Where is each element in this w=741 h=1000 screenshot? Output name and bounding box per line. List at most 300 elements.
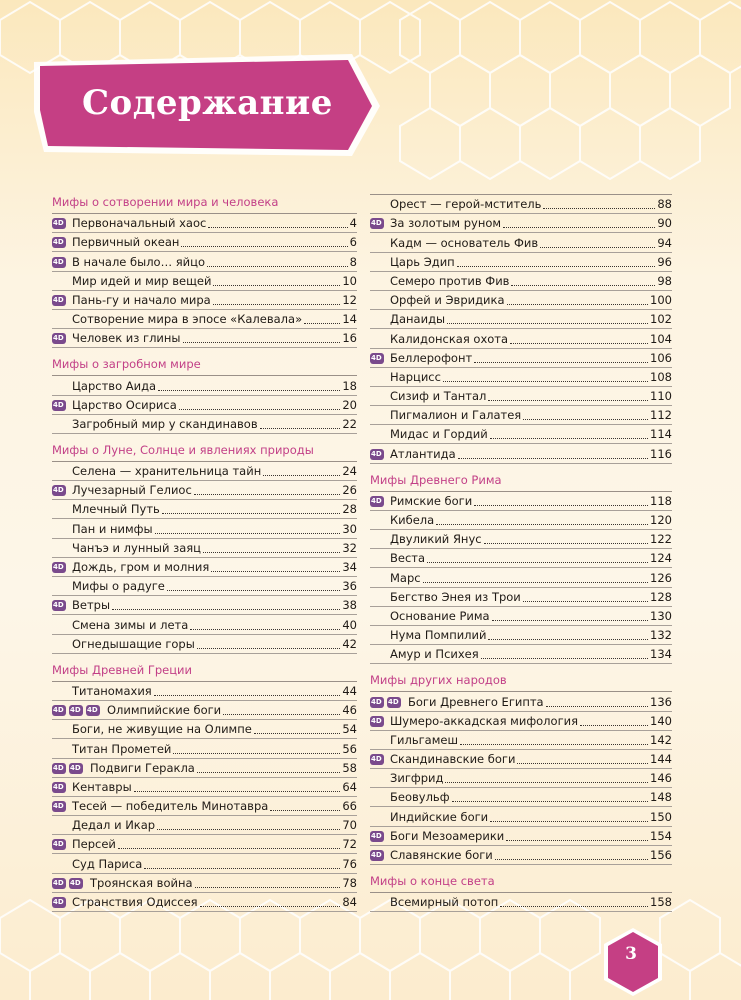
- dot-leader: [488, 400, 648, 401]
- toc-entry[interactable]: [52, 577, 357, 596]
- entry-page-number: 98: [657, 273, 672, 288]
- toc-section: [52, 348, 357, 434]
- 4d-badge-icon: [52, 257, 66, 268]
- section-title: Мифы о сотворении мира и человека: [52, 195, 279, 209]
- dot-leader: [481, 658, 648, 659]
- toc-section: [370, 194, 672, 464]
- badge-group: [370, 196, 390, 213]
- dot-leader: [484, 543, 648, 544]
- 4d-badge-icon: [52, 485, 66, 496]
- toc-entry[interactable]: [52, 310, 357, 329]
- entry-page-number: 46: [342, 703, 357, 718]
- entry-page-number: 56: [342, 741, 357, 756]
- toc-right-column: [370, 193, 672, 912]
- toc-entry[interactable]: [370, 511, 672, 530]
- entry-title: Боги Мезоамерики: [390, 828, 505, 843]
- toc-entry[interactable]: [370, 807, 672, 826]
- dot-leader: [173, 753, 340, 754]
- entry-page-number: 18: [342, 378, 357, 393]
- entry-page-number: 40: [342, 617, 357, 632]
- badge-group: [370, 369, 390, 386]
- dot-leader: [208, 227, 347, 228]
- section-title: Мифы о конце света: [370, 874, 495, 888]
- entry-page-number: 102: [650, 312, 672, 327]
- dot-leader: [500, 906, 648, 907]
- toc-entry[interactable]: [52, 739, 357, 758]
- badge-group: [52, 559, 72, 576]
- entry-title: Гильгамеш: [390, 732, 458, 747]
- toc-entry[interactable]: [370, 329, 672, 348]
- toc-entry[interactable]: [52, 519, 357, 538]
- toc-entry[interactable]: [52, 329, 357, 348]
- toc-entry[interactable]: [370, 788, 672, 807]
- badge-group: [370, 292, 390, 309]
- dot-leader: [154, 695, 341, 696]
- section-gap: [370, 865, 672, 872]
- badge-group: [370, 388, 390, 405]
- toc-entry[interactable]: [370, 444, 672, 463]
- dot-leader: [452, 801, 649, 802]
- toc-entry[interactable]: [52, 272, 357, 291]
- 4d-badge-icon: [86, 705, 100, 716]
- toc-left-column: [52, 193, 357, 912]
- dot-leader: [506, 840, 648, 841]
- toc-entry[interactable]: [370, 846, 672, 865]
- section-gap: [52, 348, 357, 355]
- toc-section: [370, 664, 672, 865]
- badge-group: [52, 501, 72, 518]
- toc-entry[interactable]: [52, 539, 357, 558]
- badge-group: [370, 254, 390, 271]
- badge-group: [370, 627, 390, 644]
- badge-group: [52, 540, 72, 557]
- page-number: 3: [625, 944, 637, 964]
- badge-group: [52, 617, 72, 634]
- entry-title: Суд Париса: [72, 856, 143, 871]
- dot-leader: [200, 906, 341, 907]
- dot-leader: [447, 323, 648, 324]
- section-gap: [52, 654, 357, 661]
- badge-group: [52, 779, 72, 796]
- badge-group: [52, 683, 72, 700]
- entry-page-number: 44: [342, 683, 357, 698]
- entry-page-number: 12: [342, 292, 357, 307]
- entry-page-number: 78: [342, 875, 357, 890]
- toc-entry[interactable]: [370, 530, 672, 549]
- entry-title: Млечный Путь: [72, 502, 160, 517]
- badge-group: [52, 292, 72, 309]
- entry-page-number: 24: [342, 464, 357, 479]
- entry-page-number: 112: [650, 408, 672, 423]
- dot-leader: [157, 829, 340, 830]
- toc-entry[interactable]: [52, 415, 357, 434]
- entry-title: Дедал и Икар: [72, 818, 156, 833]
- entry-page-number: 38: [342, 598, 357, 613]
- entry-title: Семеро против Фив: [390, 273, 510, 288]
- toc-entry[interactable]: [52, 252, 357, 271]
- dot-leader: [197, 772, 341, 773]
- dot-leader: [443, 381, 648, 382]
- entry-title: Беовульф: [390, 790, 450, 805]
- entry-page-number: 58: [342, 760, 357, 775]
- badge-group: [52, 578, 72, 595]
- 4d-badge-icon: [370, 754, 384, 765]
- entry-page-number: 72: [342, 837, 357, 852]
- badge-group: [370, 235, 390, 252]
- toc-entry[interactable]: [370, 626, 672, 645]
- dot-leader: [458, 458, 648, 459]
- badge-group: [52, 636, 72, 653]
- toc-entry[interactable]: [370, 731, 672, 750]
- badge-group: [370, 426, 390, 443]
- entry-title: Скандинавские боги: [390, 752, 516, 767]
- entry-title: Сизиф и Тантал: [390, 389, 487, 404]
- entry-page-number: 4: [349, 216, 357, 231]
- entry-page-number: 66: [342, 799, 357, 814]
- toc-entry[interactable]: [52, 214, 357, 233]
- entry-title: Кентавры: [72, 779, 132, 794]
- toc-entry[interactable]: [370, 272, 672, 291]
- entry-page-number: 84: [342, 895, 357, 909]
- entry-title: Царство Осириса: [72, 397, 177, 412]
- entry-title: В начале было… яйцо: [72, 254, 206, 269]
- entry-page-number: 34: [342, 560, 357, 574]
- entry-title: Бегство Энея из Трои: [390, 589, 521, 604]
- 4d-badge-icon: [69, 705, 83, 716]
- entry-page-number: 128: [650, 589, 672, 604]
- toc-entry[interactable]: [52, 816, 357, 835]
- dot-leader: [183, 342, 341, 343]
- entry-title: Славянские боги: [390, 848, 493, 862]
- toc-entry[interactable]: [52, 835, 357, 854]
- page-title: Содержание: [82, 83, 333, 123]
- section-title: Мифы других народов: [370, 673, 507, 688]
- entry-page-number: 8: [349, 254, 357, 269]
- badge-group: [52, 856, 72, 873]
- toc-entry[interactable]: [370, 425, 672, 444]
- toc-entry[interactable]: [370, 492, 672, 511]
- toc-section: [52, 654, 357, 912]
- dot-leader: [254, 733, 341, 734]
- 4d-badge-icon: [370, 831, 384, 842]
- 4d-badge-icon: [52, 839, 66, 850]
- badge-group: [52, 273, 72, 290]
- badge-group: [370, 493, 390, 510]
- toc-entry[interactable]: [52, 615, 357, 634]
- entry-title: Атлантида: [390, 446, 456, 461]
- 4d-badge-icon: [52, 600, 66, 611]
- toc-entry[interactable]: [52, 759, 357, 778]
- dot-leader: [190, 629, 340, 630]
- badge-group: [370, 531, 390, 548]
- entry-title: Пигмалион и Галатея: [390, 408, 522, 423]
- entry-title: Пан и нимфы: [72, 521, 153, 536]
- badge-group: [52, 760, 90, 777]
- entry-page-number: 130: [650, 608, 672, 623]
- entry-page-number: 32: [342, 540, 357, 555]
- dot-leader: [304, 323, 340, 324]
- dot-leader: [423, 582, 648, 583]
- entry-title: Сотворение мира в эпосе «Калевала»: [72, 312, 303, 327]
- badge-group: [52, 416, 72, 433]
- entry-page-number: 54: [342, 722, 357, 737]
- toc-entry[interactable]: [370, 214, 672, 233]
- badge-group: [370, 694, 408, 711]
- entry-page-number: 122: [650, 532, 672, 547]
- entry-title: Мифы о радуге: [72, 579, 165, 594]
- toc-entry[interactable]: [52, 396, 357, 415]
- entry-title: Первоначальный хаос: [72, 216, 207, 231]
- badge-group: [370, 215, 390, 232]
- entry-page-number: 156: [650, 848, 672, 862]
- badge-group: [370, 589, 390, 606]
- dot-leader: [546, 706, 648, 707]
- section-gap: [370, 464, 672, 471]
- toc-entry[interactable]: [370, 645, 672, 664]
- entry-page-number: 14: [342, 312, 357, 327]
- entry-title: Индийские боги: [390, 809, 489, 824]
- 4d-badge-icon: [52, 763, 66, 774]
- toc-entry[interactable]: [370, 893, 672, 912]
- badge-group: [52, 378, 72, 395]
- toc-entry[interactable]: [52, 874, 357, 893]
- toc-entry[interactable]: [370, 291, 672, 310]
- entry-page-number: 104: [650, 331, 672, 346]
- toc-entry[interactable]: [52, 797, 357, 816]
- entry-title: Лучезарный Гелиос: [72, 483, 192, 498]
- entry-page-number: 22: [342, 416, 357, 431]
- toc-entry[interactable]: [370, 692, 672, 711]
- toc-entry[interactable]: [370, 750, 672, 769]
- entry-title: Боги Древнего Египта: [408, 694, 544, 709]
- dot-leader: [460, 744, 648, 745]
- dot-leader: [510, 343, 648, 344]
- entry-title: Олимпийские боги: [107, 703, 222, 718]
- badge-group: [52, 234, 72, 251]
- section-gap: [52, 434, 357, 441]
- badge-group: [370, 751, 390, 768]
- entry-page-number: 88: [657, 197, 672, 212]
- 4d-badge-icon: [52, 562, 66, 573]
- dot-leader: [213, 285, 340, 286]
- 4d-badge-icon: [69, 763, 83, 774]
- entry-title: Титан Прометей: [72, 741, 172, 756]
- dot-leader: [118, 848, 340, 849]
- toc-entry[interactable]: [370, 368, 672, 387]
- toc-entry[interactable]: [370, 712, 672, 731]
- dot-leader: [503, 227, 655, 228]
- toc-entry[interactable]: [370, 195, 672, 214]
- entry-title: Огнедышащие горы: [72, 636, 195, 651]
- toc-entry[interactable]: [370, 387, 672, 406]
- badge-group: [370, 828, 390, 845]
- entry-page-number: 124: [650, 551, 672, 566]
- entry-page-number: 136: [650, 694, 672, 709]
- badge-group: [52, 482, 72, 499]
- entry-title: Основание Рима: [390, 608, 490, 623]
- toc-entry[interactable]: [52, 854, 357, 873]
- 4d-badge-icon: [52, 782, 66, 793]
- 4d-badge-icon: [370, 449, 384, 460]
- badge-group: [52, 463, 72, 480]
- entry-page-number: 28: [342, 502, 357, 517]
- 4d-badge-icon: [370, 697, 384, 708]
- entry-page-number: 144: [650, 752, 672, 767]
- toc-entry[interactable]: [370, 349, 672, 368]
- entry-page-number: 30: [342, 521, 357, 536]
- toc-section: [370, 865, 672, 912]
- toc-entry[interactable]: [52, 481, 357, 500]
- toc-entry[interactable]: [52, 720, 357, 739]
- toc-entry[interactable]: [52, 682, 357, 701]
- badge-group: [370, 646, 390, 663]
- toc-entry[interactable]: [52, 233, 357, 252]
- toc-entry[interactable]: [52, 376, 357, 395]
- badge-group: [52, 254, 72, 271]
- entry-page-number: 158: [650, 895, 672, 910]
- toc-entry[interactable]: [370, 406, 672, 425]
- entry-title: Зигфрид: [390, 771, 444, 786]
- dot-leader: [490, 821, 648, 822]
- toc-entry[interactable]: [52, 778, 357, 797]
- dot-leader: [155, 533, 341, 534]
- entry-title: Кадм — основатель Фив: [390, 235, 539, 250]
- toc-entry[interactable]: [52, 462, 357, 481]
- entry-title: Царство Аида: [72, 378, 157, 393]
- entry-title: Шумеро-аккадская мифология: [390, 713, 579, 728]
- dot-leader: [197, 648, 341, 649]
- badge-group: [370, 713, 390, 730]
- toc-entry[interactable]: [52, 558, 357, 577]
- entry-page-number: 100: [650, 293, 672, 308]
- entry-title: Селена — хранительница тайн: [72, 464, 262, 479]
- badge-group: [52, 702, 107, 719]
- section-title: Мифы о загробном мире: [52, 357, 201, 372]
- toc-entry[interactable]: [370, 607, 672, 626]
- entry-page-number: 70: [342, 818, 357, 833]
- entry-title: Нарцисс: [390, 369, 441, 384]
- badge-group: [52, 521, 72, 538]
- entry-title: Тесей — победитель Минотавра: [72, 799, 269, 814]
- dot-leader: [223, 714, 340, 715]
- entry-title: Пань-гу и начало мира: [72, 292, 211, 307]
- entry-title: Смена зимы и лета: [72, 617, 189, 632]
- entry-title: Нума Помпилий: [390, 628, 487, 643]
- toc-entry[interactable]: [370, 310, 672, 329]
- toc-entry[interactable]: [52, 635, 357, 654]
- dot-leader: [490, 438, 648, 439]
- badge-group: [52, 798, 72, 815]
- 4d-badge-icon: [387, 697, 401, 708]
- badge-group: [52, 397, 72, 414]
- toc-entry[interactable]: [370, 588, 672, 607]
- entry-page-number: 106: [650, 350, 672, 365]
- toc-entry[interactable]: [52, 893, 357, 912]
- toc-entry[interactable]: [370, 769, 672, 788]
- badge-group: [370, 570, 390, 587]
- entry-page-number: 64: [342, 779, 357, 794]
- entry-title: Человек из глины: [72, 331, 181, 346]
- dot-leader: [203, 552, 340, 553]
- badge-group: [370, 446, 390, 463]
- entry-title: Странствия Одиссея: [72, 895, 198, 909]
- toc-entry[interactable]: [370, 233, 672, 252]
- entry-title: Кибела: [390, 513, 435, 527]
- dot-leader: [523, 419, 648, 420]
- section-gap: [370, 664, 672, 671]
- dot-leader: [179, 409, 341, 410]
- entry-page-number: 76: [342, 856, 357, 871]
- dot-leader: [436, 524, 648, 525]
- entry-title: Римские боги: [390, 493, 473, 508]
- entry-page-number: 10: [342, 273, 357, 288]
- badge-group: [370, 407, 390, 424]
- entry-page-number: 132: [650, 628, 672, 643]
- entry-title: Троянская война: [90, 875, 193, 890]
- entry-page-number: 26: [342, 483, 357, 498]
- toc-entry[interactable]: [52, 596, 357, 615]
- dot-leader: [495, 859, 648, 860]
- entry-title: За золотым руном: [390, 216, 502, 231]
- entry-page-number: 146: [650, 771, 672, 786]
- entry-page-number: 94: [657, 235, 672, 250]
- dot-leader: [511, 285, 655, 286]
- badge-group: [370, 512, 390, 529]
- badge-group: [370, 894, 390, 911]
- 4d-badge-icon: [52, 237, 66, 248]
- toc-entry[interactable]: [370, 568, 672, 587]
- entry-title: Двуликий Янус: [390, 532, 482, 547]
- toc-section: [52, 434, 357, 654]
- badge-group: [52, 721, 72, 738]
- entry-title: Орфей и Эвридика: [390, 293, 505, 308]
- 4d-badge-icon: [370, 716, 384, 727]
- badge-group: [370, 311, 390, 328]
- toc-entry[interactable]: [52, 701, 357, 720]
- dot-leader: [427, 562, 648, 563]
- dot-leader: [213, 304, 341, 305]
- dot-leader: [194, 494, 341, 495]
- dot-leader: [474, 362, 648, 363]
- dot-leader: [543, 208, 655, 209]
- toc-entry[interactable]: [52, 500, 357, 519]
- entry-page-number: 108: [650, 369, 672, 384]
- dot-leader: [540, 247, 655, 248]
- toc-entry[interactable]: [370, 549, 672, 568]
- entry-title: Подвиги Геракла: [90, 760, 195, 775]
- toc-entry[interactable]: [370, 253, 672, 272]
- dot-leader: [207, 266, 348, 267]
- entry-page-number: 142: [650, 732, 672, 747]
- entry-title: Мир идей и мир вещей: [72, 273, 212, 288]
- entry-title: Марс: [390, 570, 421, 585]
- toc-section: [52, 193, 357, 348]
- badge-group: [370, 770, 390, 787]
- entry-page-number: 150: [650, 809, 672, 824]
- badge-group: [370, 608, 390, 625]
- toc-entry[interactable]: [370, 827, 672, 846]
- toc-entry[interactable]: [52, 291, 357, 310]
- 4d-badge-icon: [69, 878, 83, 889]
- entry-title: Беллерофонт: [390, 350, 473, 365]
- 4d-badge-icon: [370, 850, 384, 861]
- section-title: Мифы Древней Греции: [52, 662, 192, 677]
- entry-page-number: 134: [650, 647, 672, 662]
- dot-leader: [260, 428, 341, 429]
- badge-group: [370, 350, 390, 367]
- dot-leader: [167, 590, 340, 591]
- dot-leader: [112, 609, 340, 610]
